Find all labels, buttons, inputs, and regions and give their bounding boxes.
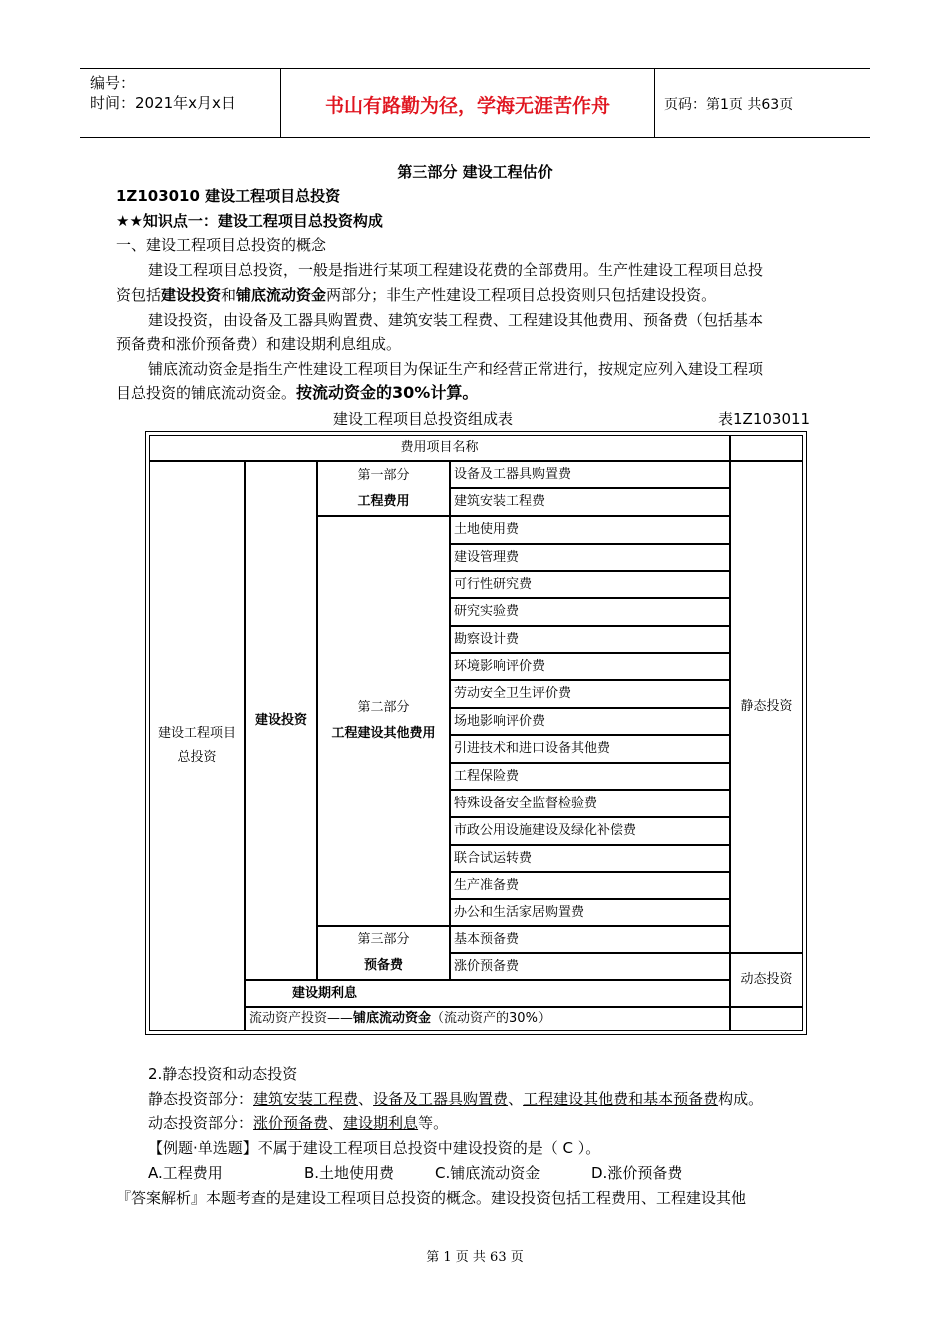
underlined-term: 建设期利息 (343, 1114, 419, 1132)
bold-term: 铺底流动资金 (236, 286, 327, 304)
part3-cell (317, 926, 450, 980)
text-run: 、 (328, 1114, 344, 1132)
table-item-cell (450, 626, 730, 653)
header-meta (90, 73, 236, 113)
table-item-cell (450, 488, 730, 516)
part3-label: 第三部分 (357, 932, 410, 947)
item-text: 场地影响评价费 (454, 713, 546, 729)
text-run: 、 (508, 1090, 524, 1108)
item-text: 环境影响评价费 (454, 658, 546, 674)
paragraph-line: 铺底流动资金是指生产性建设工程项目为保证生产和经营正常进行，按规定应列入建设工程项 (148, 360, 764, 378)
item-text: 基本预备费 (454, 931, 520, 947)
investment-composition-table (145, 431, 807, 1035)
item-text: 设备及工器具购置费 (454, 466, 572, 482)
text-run: 目总投资的铺底流动资金。 (116, 384, 297, 402)
table-item-cell (450, 953, 730, 980)
underlined-term: 工程建设其他费和基本预备费 (523, 1090, 719, 1108)
header-divider (654, 69, 655, 137)
table-item-cell (450, 680, 730, 708)
option-c: C.铺底流动资金 (435, 1164, 541, 1182)
underlined-term: 建筑安装工程费 (253, 1090, 359, 1108)
dynamic-investment-line (148, 1113, 448, 1133)
table-caption: 建设工程项目总投资组成表 (333, 410, 514, 428)
dynamic-investment-text: 动态投资 (740, 972, 793, 987)
table-item-cell (450, 899, 730, 926)
subsection-title: 2.静态投资和动态投资 (148, 1065, 298, 1083)
item-text: 可行性研究费 (454, 576, 533, 592)
part-title: 第三部分 建设工程估价 (397, 163, 553, 181)
table-item-cell (450, 763, 730, 790)
item-text: 涨价预备费 (454, 958, 520, 974)
text-run: 资包括 (116, 286, 162, 304)
header-page-number: 页码：第1页 共63页 (664, 97, 794, 113)
item-text: 研究实验费 (454, 604, 520, 619)
table-item-cell (450, 544, 730, 571)
static-investment-line (148, 1089, 763, 1109)
item-text: 建筑安装工程费 (454, 494, 546, 509)
header-number: 编号： (90, 74, 136, 92)
item-text: 市政公用设施建设及绿化补偿费 (454, 823, 637, 838)
dynamic-investment-cell (730, 953, 803, 1007)
underlined-term: 设备及工器具购置费 (373, 1090, 509, 1108)
table-item-cell (450, 790, 730, 817)
paragraph-line: 建设投资，由设备及工器具购置费、建筑安装工程费、工程建设其他费用、预备费（包括基本 (148, 311, 764, 329)
header-motto: 书山有路勤为径，学海无涯苦作舟 (324, 95, 610, 117)
option-d: D.涨价预备费 (591, 1164, 683, 1182)
part2-label: 第二部分 (357, 700, 410, 715)
item-text: 劳动安全卫生评价费 (454, 686, 572, 701)
part1-name: 工程费用 (357, 493, 410, 509)
answer-analysis: 『答案解析』本题考查的是建设工程项目总投资的概念。建设投资包括工程费用、工程建设其他 (116, 1189, 747, 1207)
table-header-cell (149, 435, 730, 461)
table-item-cell (450, 926, 730, 953)
text-run: 等。 (418, 1114, 449, 1132)
page-footer: 第 1 页 共 63 页 (426, 1250, 524, 1265)
text-run: 和 (221, 286, 237, 304)
table-item-cell (450, 598, 730, 626)
working-capital-note: （流动资产的30%） (431, 1011, 551, 1026)
paragraph-line: 预备费和涨价预备费）和建设期利息组成。 (116, 335, 402, 353)
part1-cell (317, 461, 450, 516)
example-question: 【例题·单选题】不属于建设工程项目总投资中建设投资的是（ C ）。 (148, 1139, 601, 1157)
item-text: 土地使用费 (454, 522, 520, 537)
working-capital-cell (245, 1007, 730, 1031)
section-title: 1Z103010 建设工程项目总投资 (116, 187, 341, 205)
interest-cell (245, 980, 730, 1007)
static-investment-text: 静态投资 (740, 699, 793, 714)
total-investment-text: 建设工程项目总投资 (157, 726, 236, 765)
option-a: A.工程费用 (148, 1164, 223, 1182)
text-run: 动态投资部分： (148, 1114, 254, 1132)
part2-name: 工程建设其他费用 (331, 726, 436, 741)
table-item-cell (450, 516, 730, 544)
part2-cell (317, 516, 450, 926)
working-capital-text: 流动资产投资—— (249, 1011, 354, 1026)
table-item-cell (450, 461, 730, 488)
table-item-cell (450, 872, 730, 899)
item-text: 生产准备费 (454, 877, 520, 893)
text-run: 、 (358, 1090, 374, 1108)
table-item-cell (450, 845, 730, 872)
text-run: 两部分；非生产性建设工程项目总投资则只包括建设投资。 (326, 286, 717, 304)
construction-investment-cell (245, 461, 317, 980)
bold-emphasis: 按流动资金的30%计算。 (296, 383, 479, 402)
table-item-cell (450, 817, 730, 845)
paragraph-line: 建设工程项目总投资，一般是指进行某项工程建设花费的全部费用。生产性建设工程项目总投 (148, 261, 764, 279)
paragraph-line (116, 285, 716, 305)
underlined-term: 涨价预备费 (253, 1114, 329, 1132)
item-text: 勘察设计费 (454, 631, 520, 647)
table-item-cell (450, 735, 730, 763)
item-text: 办公和生活家居购置费 (454, 904, 585, 920)
text-run: 构成。 (718, 1090, 764, 1108)
page-header (80, 68, 870, 138)
item-text: 联合试运转费 (454, 850, 533, 866)
paragraph-line (116, 383, 478, 403)
blank-cell (730, 1007, 803, 1031)
interest-text: 建设期利息 (292, 985, 358, 1001)
table-header-blank (730, 435, 803, 461)
construction-investment-text: 建设投资 (254, 712, 307, 728)
table-header-text: 费用项目名称 (400, 440, 479, 455)
table-item-cell (450, 571, 730, 598)
static-investment-cell (730, 461, 803, 953)
knowledge-point-title: ★★知识点一：建设工程项目总投资构成 (116, 212, 383, 230)
working-capital-bold: 铺底流动资金 (353, 1011, 432, 1026)
part1-label: 第一部分 (357, 467, 410, 483)
table-code: 表1Z103011 (718, 410, 811, 428)
header-time: 时间：2021年x月x日 (90, 94, 236, 112)
item-text: 特殊设备安全监督检验费 (454, 795, 598, 811)
part3-name: 预备费 (363, 958, 403, 973)
bold-term: 建设投资 (161, 286, 222, 304)
table-item-cell (450, 653, 730, 680)
table-item-cell (450, 708, 730, 735)
item-text: 引进技术和进口设备其他费 (454, 741, 611, 756)
subsection-title: 一、建设工程项目总投资的概念 (116, 236, 327, 254)
item-text: 工程保险费 (454, 768, 520, 784)
total-investment-cell (149, 461, 245, 1031)
item-text: 建设管理费 (454, 549, 520, 565)
text-run: 静态投资部分： (148, 1090, 254, 1108)
option-b: B.土地使用费 (304, 1164, 395, 1182)
